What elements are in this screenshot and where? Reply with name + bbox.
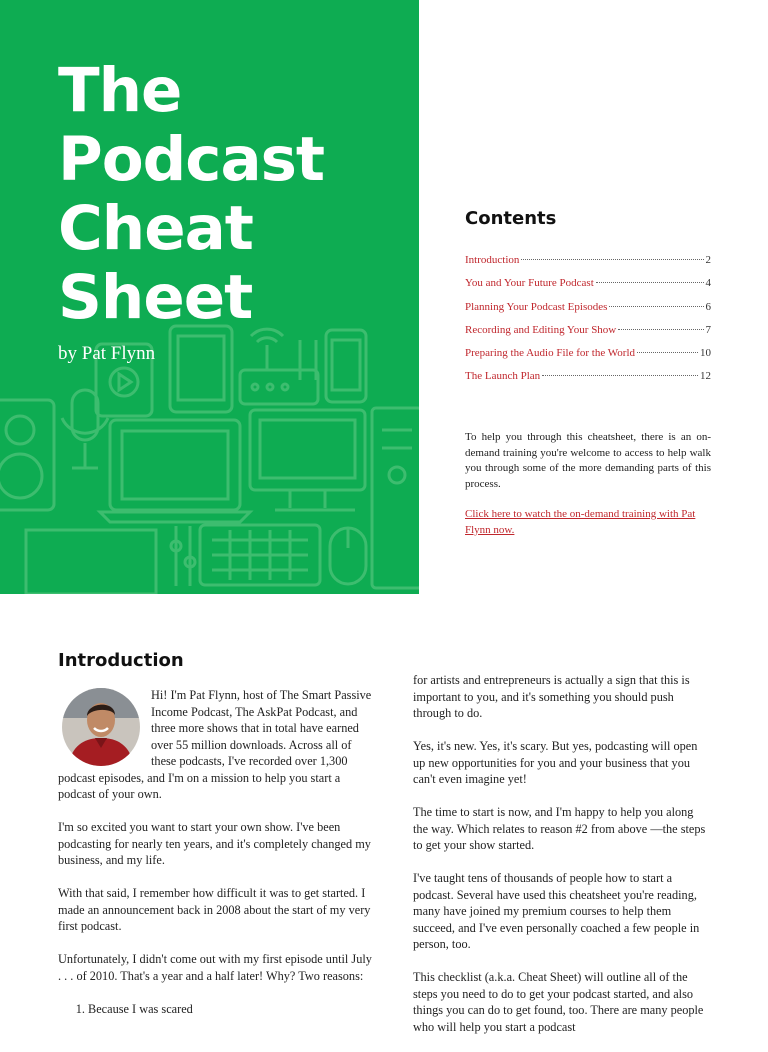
cover-title-line: Podcast: [58, 124, 325, 195]
intro-paragraph: I've taught tens of thousands of people how to start a podcast. Several have used this cheatsheet you're reading, many have joined my premium courses to help them succeed, and I've even personally coached a few people in person, too.: [413, 871, 700, 951]
intro-paragraph: I'm so excited you want to start your own show. I've been podcasting for nearly ten years, and it's completely changed my business, and my life.: [58, 820, 371, 867]
contents-heading: Contents: [465, 208, 557, 229]
toc-item[interactable]: [465, 254, 711, 277]
intro-paragraph: Unfortunately, I didn't come out with my first episode until July . . . of 2010. That's a year and a half later! Why? Two reasons:: [58, 952, 372, 983]
intro-paragraph: The time to start is now, and I'm happy to help you along the way. Which relates to reason #2 from above —the steps to get your show started.: [413, 805, 706, 852]
reasons-list: [58, 1001, 378, 1018]
toc-leader-dots: [542, 375, 698, 376]
toc-item-title: You and Your Future Podcast: [465, 277, 594, 290]
toc-item[interactable]: [465, 347, 711, 370]
cover-title-line: Sheet: [58, 262, 253, 333]
intro-paragraph: for artists and entrepreneurs is actually a sign that this is important to you, and it's something you should push through to do.: [413, 673, 690, 720]
cover-title: [58, 56, 324, 332]
cover-panel: [0, 0, 419, 594]
cover-title-line: The: [58, 55, 182, 126]
toc-item[interactable]: [465, 324, 711, 347]
toc-item-title: Introduction: [465, 254, 520, 266]
intro-paragraph-text: Hi! I'm Pat Flynn, host of The Smart Passive Income Podcast, The AskPat Podcast, and three more shows that in total have earned over 55 million downloads. Across all of these podcasts, I've recorded over 1,300 podcast episodes, and I'm on a mission to help you start a podcast of your own.: [58, 688, 372, 801]
toc-item[interactable]: [465, 301, 711, 324]
toc-leader-dots: [609, 306, 703, 307]
training-description: To help you through this cheatsheet, there is an on-demand training you're welcome to access to help walk you through some of the more demanding parts of this process.: [465, 431, 711, 490]
toc-leader-dots: [637, 352, 698, 353]
toc-leader-dots: [596, 282, 704, 283]
cover-author: by Pat Flynn: [58, 343, 156, 364]
toc-item-page: 4: [705, 277, 711, 290]
avatar-spacer: [58, 687, 151, 769]
toc-leader-dots: [521, 259, 703, 260]
toc-item[interactable]: [465, 277, 711, 300]
toc-leader-dots: [618, 329, 703, 330]
intro-paragraph: With that said, I remember how difficult it was to get started. I made an announcement back in 2008 about the start of my very first podcast.: [58, 886, 371, 933]
table-of-contents: [465, 254, 711, 394]
introduction-right-column: [413, 672, 711, 1052]
intro-paragraph: This checklist (a.k.a. Cheat Sheet) will outline all of the steps you need to do to get your podcast started, and also things you can do to get found, too. There are many people who will help you start a podcast: [413, 970, 704, 1034]
intro-paragraph: Yes, it's new. Yes, it's scary. But yes, podcasting will open up new opportunities for you and your business that you can't even imagine yet!: [413, 739, 698, 786]
introduction-left-column: [58, 687, 378, 1017]
toc-item-title: Planning Your Podcast Episodes: [465, 300, 608, 313]
toc-item-page: 10: [700, 347, 711, 360]
reason-item: 1. Because I was scared: [88, 1001, 378, 1018]
cover-title-line: Cheat: [58, 193, 253, 264]
toc-item-title: The Launch Plan: [465, 370, 541, 383]
toc-item[interactable]: [465, 370, 711, 393]
toc-item-page: 12: [700, 370, 711, 383]
toc-item-page: 7: [705, 323, 711, 336]
toc-item-page: 2: [705, 254, 711, 266]
toc-item-title: Preparing the Audio File for the World: [465, 347, 635, 360]
training-link[interactable]: Click here to watch the on-demand training with Pat Flynn now.: [465, 508, 696, 536]
toc-item-title: Recording and Editing Your Show: [465, 323, 617, 336]
toc-item-page: 6: [705, 300, 711, 313]
introduction-heading: Introduction: [58, 650, 184, 671]
intro-paragraph: [58, 687, 378, 803]
